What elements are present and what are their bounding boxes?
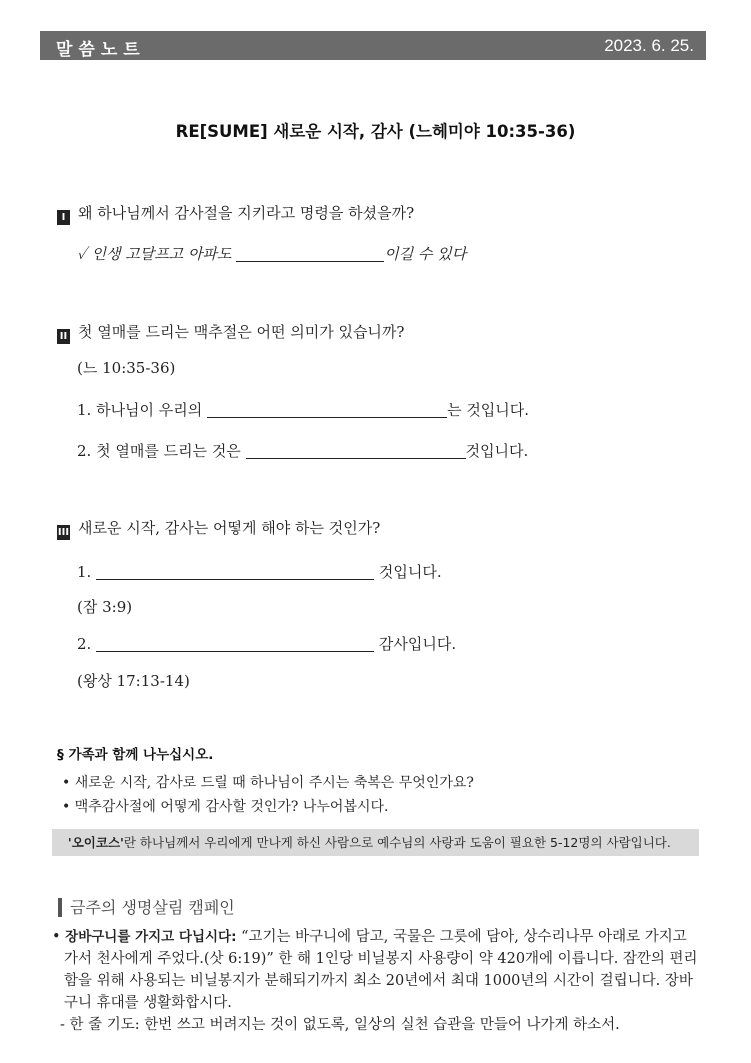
section1-answer-before: 인생 고달프고 아파도 (91, 245, 232, 263)
section1-answer-row (77, 243, 466, 264)
section3-item1-num: 1. (77, 563, 92, 581)
section2-item2-blank[interactable] (246, 444, 466, 459)
section3-item2 (77, 633, 456, 654)
section3-item2-num: 2. (77, 635, 92, 653)
oikos-text: 란 하나님께서 우리에게 만나게 하신 사람으로 예수님의 사랑과 도움이 필요한 5-12명의 사람입니다. (123, 835, 671, 850)
section1-answer-blank[interactable] (236, 247, 384, 262)
sermon-title: RE[SUME] 새로운 시작, 감사 (느헤미야 10:35-36) (175, 122, 576, 141)
section2-item2 (77, 440, 528, 461)
share-title: § 가족과 함께 나누십시오. (57, 747, 214, 763)
header-date: 2023. 6. 25. (604, 36, 694, 55)
section3-ref2: (왕상 17:13-14) (77, 672, 190, 690)
campaign-body (52, 926, 702, 1036)
section1-numeral: I (57, 210, 70, 225)
section3-question: 새로운 시작, 감사는 어떻게 해야 하는 것인가? (78, 519, 381, 537)
section3-item1-after: 것입니다. (378, 563, 442, 581)
section1-answer-after: 이길 수 있다 (384, 245, 467, 263)
oikos-note (52, 829, 699, 856)
section1-question-row (57, 202, 414, 225)
share-item: • 맥추감사절에 어떻게 감사할 것인가? 나누어봅시다. (62, 799, 389, 815)
share-item-text: 맥추감사절에 어떻게 감사할 것인가? 나누어봅시다. (74, 799, 389, 815)
share-item-text: 새로운 시작, 감사로 드릴 때 하나님이 주시는 축복은 무엇인가요? (74, 775, 474, 791)
section3-item2-blank[interactable] (96, 637, 374, 652)
section3-numeral: III (57, 527, 70, 538)
campaign-paragraph: • 장바구니를 가지고 다닙시다: “고기는 바구니에 담고, 국물은 그릇에 담아, 상수리나무 아래로 가지고 가서 천사에게 주었다.(삿 6:19)” 한 해 1인당 비닐봉지 사용량이 약 420개에 이릅니다. 잠깐의 편리함을 위해 사용되는 비닐봉지가 분해되기까지 최소 20년에서 최대 1000년의 시간이 걸립니다. 장바구니 휴대를 생활화합시다. (52, 929, 698, 1011)
header-bar (40, 31, 706, 60)
section3-item2-after: 감사입니다. (378, 635, 457, 653)
section2-item1-before: 1. 하나님이 우리의 (77, 401, 203, 419)
section2-question: 첫 열매를 드리는 맥추절은 어떤 의미가 있습니까? (78, 323, 405, 341)
campaign-bold: 장바구니를 가지고 다닙시다: (65, 929, 237, 945)
section3-ref1: (잠 3:9) (77, 598, 133, 616)
section3-item1 (77, 561, 442, 582)
section2-question-row (57, 321, 404, 344)
section2-item1-after: 는 것입니다. (447, 401, 530, 419)
campaign-prayer: - 한 줄 기도: 한번 쓰고 버려지는 것이 없도록, 일상의 실천 습관을 만들어 나가게 하소서. (60, 1017, 620, 1033)
section2-item2-after: 것입니다. (465, 442, 529, 460)
check-icon: ✓ (77, 245, 87, 263)
section2-item1-blank[interactable] (207, 403, 447, 418)
section3-question-row (57, 517, 380, 540)
header-title: 말씀노트 (56, 40, 146, 60)
share-item: • 새로운 시작, 감사로 드릴 때 하나님이 주시는 축복은 무엇인가요? (62, 775, 474, 791)
section2-item2-before: 2. 첫 열매를 드리는 것은 (77, 442, 241, 460)
section2-item1 (77, 399, 529, 420)
section1-question: 왜 하나님께서 감사절을 지키라고 명령을 하셨을까? (78, 204, 415, 222)
campaign-title: 금주의 생명살림 캠페인 (58, 898, 235, 917)
section2-numeral: II (57, 329, 70, 344)
section3-item1-blank[interactable] (96, 565, 374, 580)
oikos-highlight: '오이코스' (67, 835, 124, 850)
campaign-text: “고기는 바구니에 담고, 국물은 그릇에 담아, 상수리나무 아래로 가지고 가서 천사에게 주었다.(삿 6:19)” 한 해 1인당 비닐봉지 사용량이 약 420개에 이릅니다. 잠깐의 편리함을 위해 사용되는 비닐봉지가 분해되기까지 최소 20년에서 최대 1000년의 시간이 걸립니다. 장바구니 휴대를 생활화합시다. (64, 929, 698, 1011)
section2-ref: (느 10:35-36) (77, 359, 176, 377)
